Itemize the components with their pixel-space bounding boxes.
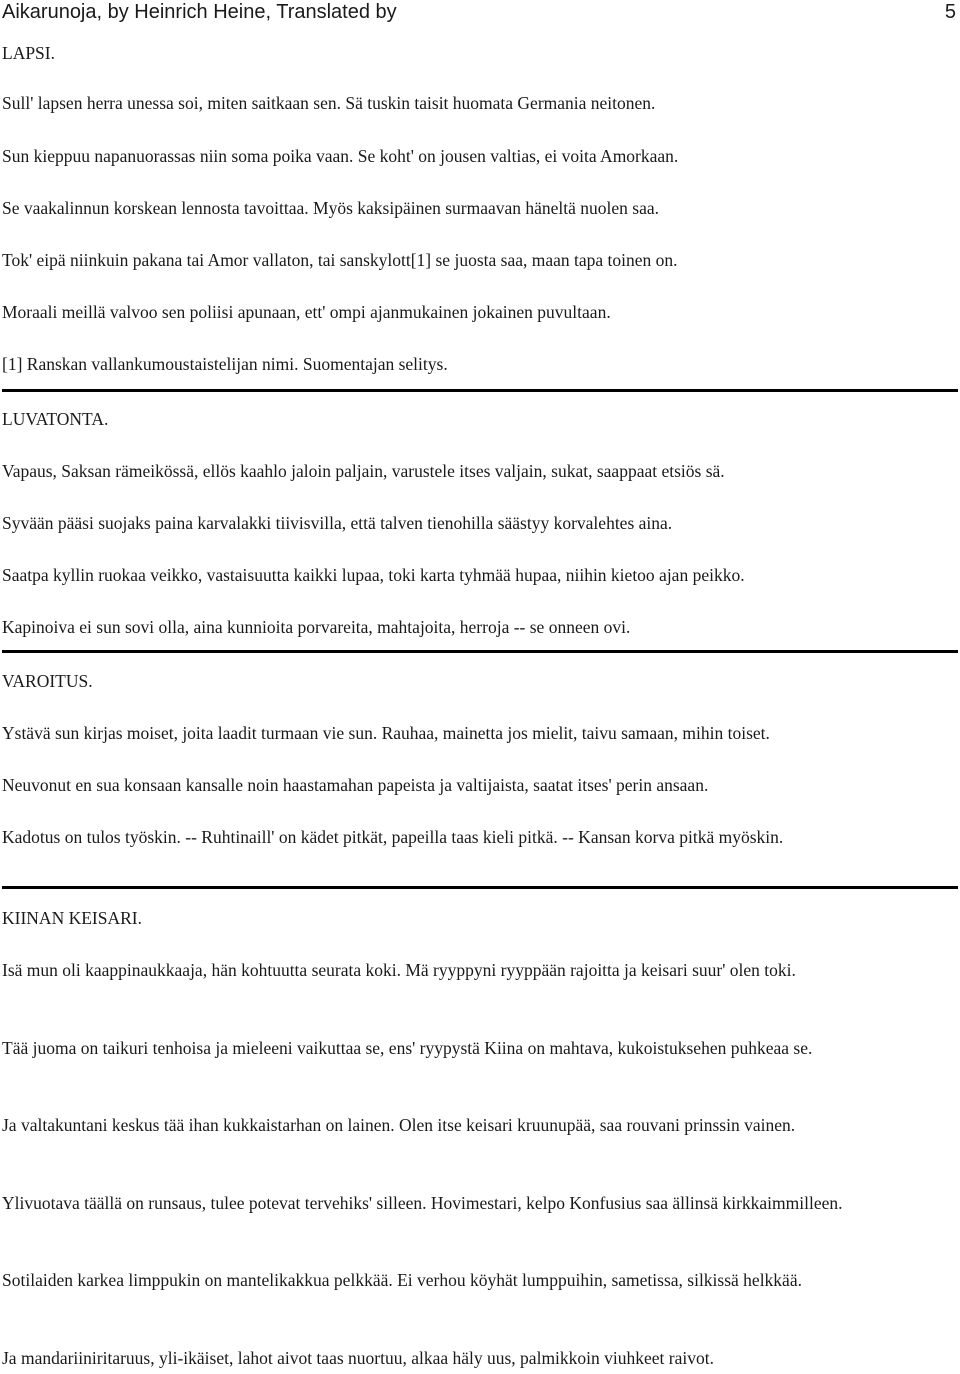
paragraph: Tok' eipä niinkuin pakana tai Amor vallaton, tai sanskylott[1] se juosta saa, maan tapa toinen on.: [2, 250, 678, 270]
paragraph: Se vaakalinnun korskean lennosta tavoittaa. Myös kaksipäinen surmaavan häneltä nuolen saa.: [2, 198, 660, 218]
paragraph: Kadotus on tulos työskin. -- Ruhtinaill' on kädet pitkät, papeilla taas kieli pitkä. -- Kansan korva pitkä myöskin.: [2, 827, 784, 847]
paragraph: Vapaus, Saksan rämeikössä, ellös kaahlo jaloin paljain, varustele itses valjain, sukat, saappaat etsiös sä.: [2, 461, 725, 481]
paragraph: Sun kieppuu napanuorassas niin soma poika vaan. Se koht' on jousen valtias, ei voita Amorkaan.: [2, 146, 679, 166]
section-title: LAPSI.: [2, 43, 55, 63]
paragraph: Sull' lapsen herra unessa soi, miten saitkaan sen. Sä tuskin taisit huomata Germania neitonen.: [2, 93, 656, 113]
running-header: [0, 0, 960, 24]
section-divider: [2, 389, 958, 392]
paragraph: Ja mandariiniritaruus, yli-ikäiset, lahot aivot taas nuortuu, alkaa häly uus, palmikkoin viuhkeet raivot.: [2, 1348, 714, 1368]
paragraph: Moraali meillä valvoo sen poliisi apunaan, ett' ompi ajanmukainen jokainen puvultaan.: [2, 302, 611, 322]
paragraph: Ystävä sun kirjas moiset, joita laadit turmaan vie sun. Rauhaa, mainetta jos mielit, taivu samaan, mihin toiset.: [2, 723, 770, 743]
paragraph: Kapinoiva ei sun sovi olla, aina kunnioita porvareita, mahtajoita, herroja -- se onneen ovi.: [2, 617, 631, 637]
paragraph: Saatpa kyllin ruokaa veikko, vastaisuutta kaikki lupaa, toki karta tyhmää hupaa, niihin kietoo ajan peikko.: [2, 565, 745, 585]
paragraph: Syvään pääsi suojaks paina karvalakki tiivisvilla, että talven tienohilla säästyy korvalehtes aina.: [2, 513, 673, 533]
paragraph: Ylivuotava täällä on runsaus, tulee potevat tervehiks' silleen. Hovimestari, kelpo Konfusius saa ällinsä kirkkaimmilleen.: [2, 1193, 843, 1213]
section-title: KIINAN KEISARI.: [2, 908, 142, 928]
section-title: VAROITUS.: [2, 671, 93, 691]
header-title: Aikarunoja, by Heinrich Heine, Translated by: [2, 1, 397, 23]
page-number: 5: [944, 1, 956, 23]
section-divider: [2, 886, 958, 889]
paragraph: Ja valtakuntani keskus tää ihan kukkaistarhan on lainen. Olen itse keisari kruunupää, saa rouvani prinssin vainen.: [2, 1115, 796, 1135]
paragraph: Sotilaiden karkea limppukin on mantelikakkua pelkkää. Ei verhou köyhät lumppuihin, sametissa, silkissä helkkää.: [2, 1270, 802, 1290]
paragraph: Tää juoma on taikuri tenhoisa ja mieleeni vaikuttaa se, ens' ryypystä Kiina on mahtava, kukoistuksehen puhkeaa se.: [2, 1038, 813, 1058]
paragraph: Isä mun oli kaappinaukkaaja, hän kohtuutta seurata koki. Mä ryyppyni ryyppään rajoitta ja keisari suur' olen toki.: [2, 960, 796, 980]
paragraph: Neuvonut en sua konsaan kansalle noin haastamahan papeista ja valtijaista, saatat itses' perin ansaan.: [2, 775, 709, 795]
footnote: [1] Ranskan vallankumoustaistelijan nimi. Suomentajan selitys.: [2, 354, 448, 374]
section-title: LUVATONTA.: [2, 409, 109, 429]
section-divider: [2, 650, 958, 653]
